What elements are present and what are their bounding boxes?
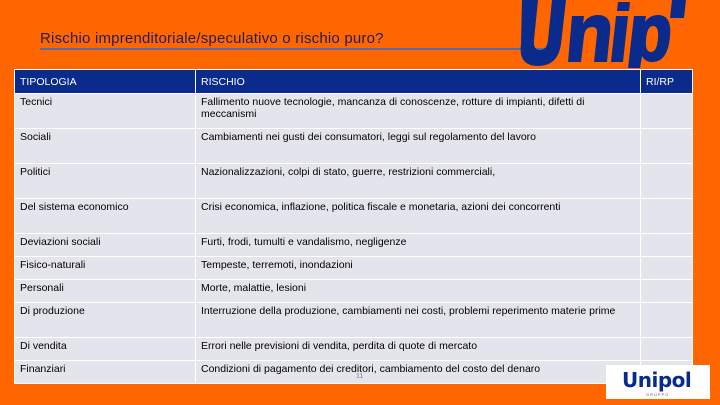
cell-rischio: Nazionalizzazioni, colpi di stato, guerre, restrizioni commerciali, [196,164,641,199]
cell-ri-rp [641,234,693,257]
cell-tipologia: Sociali [15,129,196,164]
table-row [15,257,693,280]
table-row [15,164,693,199]
header-tipologia: TIPOLOGIA [15,70,196,94]
cell-tipologia: Fisico-naturali [15,257,196,280]
cell-ri-rp [641,303,693,338]
cell-rischio: Errori nelle previsioni di vendita, perdita di quote di mercato [196,338,641,361]
cell-rischio: Crisi economica, inflazione, politica fiscale e monetaria, azioni dei concorrenti [196,199,641,234]
header-ri-rp: RI/RP [641,70,693,94]
logo-wordmark: Unipol [622,368,692,392]
unipol-logo-bottom [606,365,710,399]
cell-ri-rp [641,164,693,199]
unipol-logo-top [520,0,690,68]
table-header-row [15,70,693,94]
table-row [15,129,693,164]
slide-title: Rischio imprenditoriale/speculativo o rischio puro? [40,30,384,47]
logo-tagline: GRUPPO [646,392,670,397]
table-row [15,94,693,129]
cell-ri-rp [641,257,693,280]
cell-tipologia: Personali [15,280,196,303]
cell-rischio: Condizioni di pagamento dei creditori, cambiamento del costo del denaro [196,361,641,384]
cell-tipologia: Finanziari [15,361,196,384]
title-underline [40,48,545,50]
cell-ri-rp [641,199,693,234]
cell-tipologia: Del sistema economico [15,199,196,234]
header-rischio: RISCHIO [196,70,641,94]
cell-ri-rp [641,94,693,129]
cell-rischio: Morte, malattie, lesioni [196,280,641,303]
cell-tipologia: Di produzione [15,303,196,338]
cell-ri-rp [641,280,693,303]
cell-tipologia: Politici [15,164,196,199]
table-row [15,280,693,303]
table-row [15,199,693,234]
table-row [15,234,693,257]
risk-table [14,69,693,384]
cell-rischio: Furti, frodi, tumulti e vandalismo, negligenze [196,234,641,257]
cell-tipologia: Tecnici [15,94,196,129]
table-row [15,338,693,361]
cell-rischio: Tempeste, terremoti, inondazioni [196,257,641,280]
cell-rischio: Interruzione della produzione, cambiamenti nei costi, problemi reperimento materie prime [196,303,641,338]
cell-tipologia: Deviazioni sociali [15,234,196,257]
cell-ri-rp [641,129,693,164]
cell-rischio: Cambiamenti nei gusti dei consumatori, leggi sul regolamento del lavoro [196,129,641,164]
page-number: 11 [356,373,364,380]
cell-rischio: Fallimento nuove tecnologie, mancanza di conoscenze, rotture di impianti, difetti di meccanismi [196,94,641,129]
cell-tipologia: Di vendita [15,338,196,361]
table-row [15,303,693,338]
cell-ri-rp [641,338,693,361]
table-row [15,361,693,384]
